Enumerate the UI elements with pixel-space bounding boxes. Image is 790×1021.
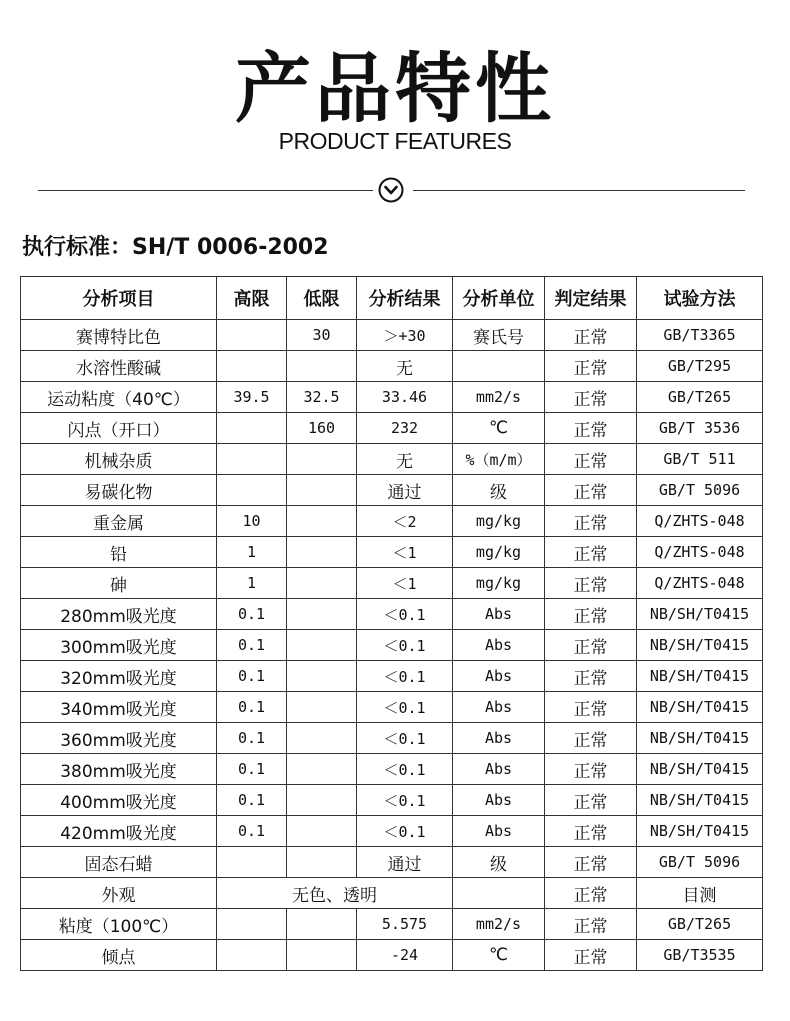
- cell-unit: ℃: [453, 413, 545, 444]
- cell-test-method: NB/SH/T0415: [637, 785, 763, 816]
- cell-judgement: 正常: [545, 506, 637, 537]
- cell-test-method: GB/T265: [637, 909, 763, 940]
- table-row: [21, 816, 763, 847]
- cell-item: 赛博特比色: [21, 320, 217, 351]
- cell-test-method: GB/T 5096: [637, 475, 763, 506]
- cell-result: 无: [357, 444, 453, 475]
- cell-lower-limit: [287, 537, 357, 568]
- cell-item: 倾点: [21, 940, 217, 971]
- table-row: [21, 599, 763, 630]
- table-row: [21, 692, 763, 723]
- table-row: [21, 506, 763, 537]
- cell-test-method: GB/T 5096: [637, 847, 763, 878]
- cell-result: 无色、透明: [217, 878, 453, 909]
- header-lower-limit: 低限: [287, 277, 357, 320]
- header-test-method: 试验方法: [637, 277, 763, 320]
- cell-unit: Abs: [453, 661, 545, 692]
- cell-result: 无: [357, 351, 453, 382]
- cell-lower-limit: [287, 940, 357, 971]
- header-result: 分析结果: [357, 277, 453, 320]
- cell-test-method: NB/SH/T0415: [637, 723, 763, 754]
- cell-test-method: GB/T265: [637, 382, 763, 413]
- chevron-down-circle-icon: [378, 177, 404, 203]
- cell-unit: [453, 351, 545, 382]
- cell-test-method: NB/SH/T0415: [637, 692, 763, 723]
- cell-upper-limit: 0.1: [217, 816, 287, 847]
- cell-item: 400mm吸光度: [21, 785, 217, 816]
- cell-test-method: 目测: [637, 878, 763, 909]
- table-row: [21, 320, 763, 351]
- cell-item: 机械杂质: [21, 444, 217, 475]
- table-row: [21, 940, 763, 971]
- standard-label: 执行标准：SH/T 0006-2002: [22, 235, 329, 260]
- cell-test-method: NB/SH/T0415: [637, 630, 763, 661]
- cell-test-method: NB/SH/T0415: [637, 661, 763, 692]
- cell-unit: Abs: [453, 692, 545, 723]
- cell-lower-limit: [287, 661, 357, 692]
- cell-item: 外观: [21, 878, 217, 909]
- cell-judgement: 正常: [545, 940, 637, 971]
- cell-judgement: 正常: [545, 475, 637, 506]
- cell-lower-limit: [287, 847, 357, 878]
- cell-test-method: GB/T295: [637, 351, 763, 382]
- cell-judgement: 正常: [545, 816, 637, 847]
- cell-item: 易碳化物: [21, 475, 217, 506]
- cell-judgement: 正常: [545, 382, 637, 413]
- cell-upper-limit: 0.1: [217, 785, 287, 816]
- cell-judgement: 正常: [545, 785, 637, 816]
- cell-item: 320mm吸光度: [21, 661, 217, 692]
- cell-upper-limit: 0.1: [217, 723, 287, 754]
- cell-upper-limit: 0.1: [217, 599, 287, 630]
- cell-lower-limit: [287, 599, 357, 630]
- cell-lower-limit: 30: [287, 320, 357, 351]
- cell-test-method: NB/SH/T0415: [637, 599, 763, 630]
- cell-lower-limit: [287, 351, 357, 382]
- cell-lower-limit: [287, 506, 357, 537]
- cell-result: ＞+30: [357, 320, 453, 351]
- cell-test-method: NB/SH/T0415: [637, 816, 763, 847]
- cell-upper-limit: 10: [217, 506, 287, 537]
- cell-upper-limit: 0.1: [217, 630, 287, 661]
- divider-right: [413, 190, 745, 191]
- cell-item: 380mm吸光度: [21, 754, 217, 785]
- table-row: [21, 661, 763, 692]
- table-row: [21, 630, 763, 661]
- page-title: 产品特性: [235, 44, 555, 133]
- cell-item: 铅: [21, 537, 217, 568]
- cell-unit: ℃: [453, 940, 545, 971]
- cell-unit: [453, 878, 545, 909]
- product-features-table: [20, 276, 763, 971]
- cell-judgement: 正常: [545, 692, 637, 723]
- table-row: [21, 351, 763, 382]
- cell-judgement: 正常: [545, 599, 637, 630]
- cell-upper-limit: 1: [217, 537, 287, 568]
- header-unit: 分析单位: [453, 277, 545, 320]
- cell-upper-limit: 1: [217, 568, 287, 599]
- cell-lower-limit: [287, 816, 357, 847]
- cell-lower-limit: 160: [287, 413, 357, 444]
- cell-result: -24: [357, 940, 453, 971]
- cell-result: ＜0.1: [357, 785, 453, 816]
- cell-lower-limit: [287, 444, 357, 475]
- cell-lower-limit: [287, 785, 357, 816]
- cell-upper-limit: [217, 444, 287, 475]
- cell-upper-limit: [217, 320, 287, 351]
- cell-judgement: 正常: [545, 444, 637, 475]
- header-judgement: 判定结果: [545, 277, 637, 320]
- cell-judgement: 正常: [545, 537, 637, 568]
- cell-upper-limit: [217, 475, 287, 506]
- cell-upper-limit: [217, 847, 287, 878]
- cell-judgement: 正常: [545, 878, 637, 909]
- cell-judgement: 正常: [545, 568, 637, 599]
- cell-item: 砷: [21, 568, 217, 599]
- cell-judgement: 正常: [545, 754, 637, 785]
- cell-item: 300mm吸光度: [21, 630, 217, 661]
- cell-unit: Abs: [453, 630, 545, 661]
- table-row: [21, 568, 763, 599]
- cell-unit: Abs: [453, 816, 545, 847]
- table-row: [21, 444, 763, 475]
- cell-judgement: 正常: [545, 847, 637, 878]
- cell-result: ＜0.1: [357, 754, 453, 785]
- cell-result: ＜0.1: [357, 723, 453, 754]
- cell-test-method: GB/T3365: [637, 320, 763, 351]
- cell-result: 33.46: [357, 382, 453, 413]
- cell-lower-limit: [287, 723, 357, 754]
- page-subtitle: PRODUCT FEATURES: [278, 128, 512, 154]
- cell-unit: Abs: [453, 754, 545, 785]
- cell-item: 闪点（开口）: [21, 413, 217, 444]
- cell-unit: mm2/s: [453, 909, 545, 940]
- cell-judgement: 正常: [545, 723, 637, 754]
- cell-upper-limit: 39.5: [217, 382, 287, 413]
- header-item: 分析项目: [21, 277, 217, 320]
- cell-unit: 级: [453, 847, 545, 878]
- cell-upper-limit: [217, 413, 287, 444]
- cell-lower-limit: [287, 692, 357, 723]
- cell-unit: mg/kg: [453, 506, 545, 537]
- cell-unit: 赛氏号: [453, 320, 545, 351]
- cell-lower-limit: [287, 475, 357, 506]
- cell-result: 232: [357, 413, 453, 444]
- cell-unit: %（m/m）: [453, 444, 545, 475]
- cell-lower-limit: [287, 568, 357, 599]
- cell-test-method: GB/T3535: [637, 940, 763, 971]
- table-row: [21, 909, 763, 940]
- table-row: [21, 537, 763, 568]
- cell-lower-limit: 32.5: [287, 382, 357, 413]
- cell-result: ＜1: [357, 537, 453, 568]
- cell-unit: mg/kg: [453, 537, 545, 568]
- cell-upper-limit: 0.1: [217, 692, 287, 723]
- cell-lower-limit: [287, 754, 357, 785]
- cell-result: ＜0.1: [357, 599, 453, 630]
- cell-item: 重金属: [21, 506, 217, 537]
- cell-lower-limit: [287, 630, 357, 661]
- cell-item: 运动粘度（40℃）: [21, 382, 217, 413]
- table-row: [21, 785, 763, 816]
- cell-judgement: 正常: [545, 413, 637, 444]
- cell-result: 通过: [357, 475, 453, 506]
- cell-item: 水溶性酸碱: [21, 351, 217, 382]
- cell-unit: Abs: [453, 599, 545, 630]
- header-upper-limit: 高限: [217, 277, 287, 320]
- cell-result: ＜2: [357, 506, 453, 537]
- cell-unit: Abs: [453, 723, 545, 754]
- cell-unit: mm2/s: [453, 382, 545, 413]
- cell-result: ＜0.1: [357, 661, 453, 692]
- cell-result: ＜0.1: [357, 816, 453, 847]
- cell-judgement: 正常: [545, 661, 637, 692]
- cell-test-method: GB/T 3536: [637, 413, 763, 444]
- cell-result: 通过: [357, 847, 453, 878]
- cell-test-method: Q/ZHTS-048: [637, 568, 763, 599]
- cell-item: 360mm吸光度: [21, 723, 217, 754]
- cell-upper-limit: [217, 940, 287, 971]
- table-row: [21, 382, 763, 413]
- cell-item: 固态石蜡: [21, 847, 217, 878]
- table-row: [21, 754, 763, 785]
- cell-unit: Abs: [453, 785, 545, 816]
- cell-judgement: 正常: [545, 630, 637, 661]
- cell-item: 280mm吸光度: [21, 599, 217, 630]
- cell-test-method: NB/SH/T0415: [637, 754, 763, 785]
- table-row: [21, 413, 763, 444]
- cell-upper-limit: [217, 909, 287, 940]
- cell-unit: mg/kg: [453, 568, 545, 599]
- cell-item: 420mm吸光度: [21, 816, 217, 847]
- cell-judgement: 正常: [545, 909, 637, 940]
- cell-result: ＜0.1: [357, 692, 453, 723]
- table-row: [21, 847, 763, 878]
- cell-judgement: 正常: [545, 320, 637, 351]
- cell-upper-limit: [217, 351, 287, 382]
- table-row: [21, 475, 763, 506]
- cell-result: ＜0.1: [357, 630, 453, 661]
- cell-test-method: GB/T 511: [637, 444, 763, 475]
- cell-item: 粘度（100℃）: [21, 909, 217, 940]
- cell-lower-limit: [287, 909, 357, 940]
- cell-test-method: Q/ZHTS-048: [637, 537, 763, 568]
- divider-left: [38, 190, 373, 191]
- cell-judgement: 正常: [545, 351, 637, 382]
- table-header-row: [21, 277, 763, 320]
- cell-result: ＜1: [357, 568, 453, 599]
- cell-test-method: Q/ZHTS-048: [637, 506, 763, 537]
- cell-result: 5.575: [357, 909, 453, 940]
- table-row: [21, 878, 763, 909]
- cell-item: 340mm吸光度: [21, 692, 217, 723]
- cell-unit: 级: [453, 475, 545, 506]
- cell-upper-limit: 0.1: [217, 754, 287, 785]
- cell-upper-limit: 0.1: [217, 661, 287, 692]
- table-row: [21, 723, 763, 754]
